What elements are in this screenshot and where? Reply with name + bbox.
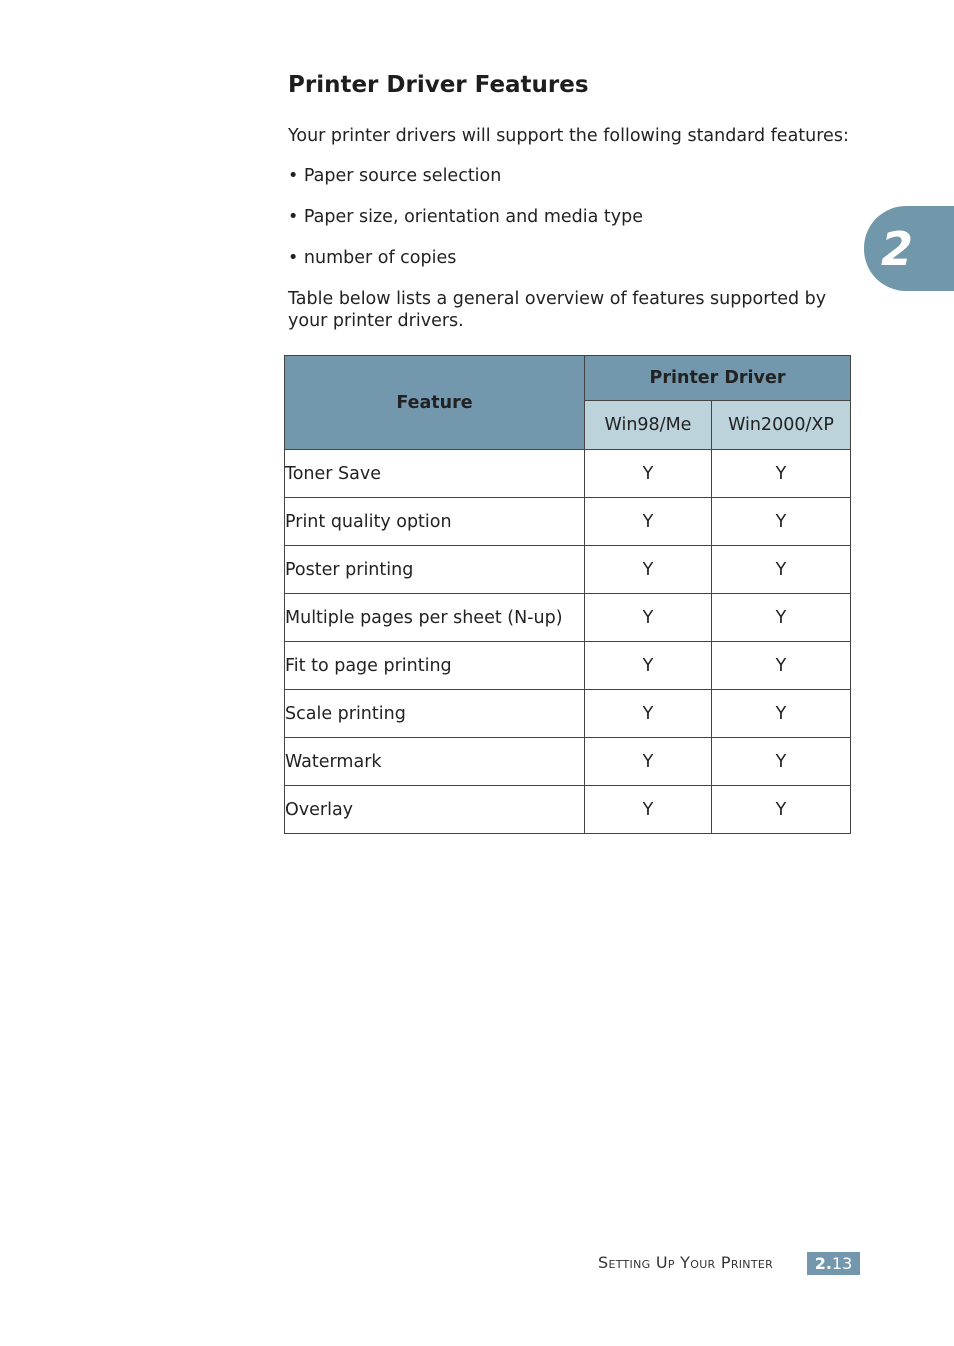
intro-text: Your printer drivers will support the following standard features:: [288, 126, 849, 146]
page-title: Printer Driver Features: [288, 72, 589, 98]
chapter-tab: 2: [864, 206, 954, 291]
bullet-copies: • number of copies: [288, 248, 457, 268]
table-row: [285, 546, 851, 594]
win98-cell: Y: [585, 498, 712, 546]
feature-cell: Multiple pages per sheet (N-up): [285, 594, 585, 642]
win2000-cell: Y: [712, 594, 851, 642]
win2000-cell: Y: [712, 498, 851, 546]
win98-cell: Y: [585, 450, 712, 498]
feature-cell: Toner Save: [285, 450, 585, 498]
printer-driver-header: Printer Driver: [585, 356, 851, 401]
feature-column-header: Feature: [285, 356, 585, 450]
bullet-paper-source: • Paper source selection: [288, 166, 502, 186]
footer-page: 13: [831, 1254, 853, 1273]
win98-cell: Y: [585, 738, 712, 786]
table-row: [285, 786, 851, 834]
win2000-cell: Y: [712, 546, 851, 594]
win98-cell: Y: [585, 546, 712, 594]
table-row: [285, 642, 851, 690]
table-row: [285, 738, 851, 786]
bullet-paper-size: • Paper size, orientation and media type: [288, 207, 644, 227]
win98-cell: Y: [585, 594, 712, 642]
win2000-cell: Y: [712, 786, 851, 834]
feature-cell: Fit to page printing: [285, 642, 585, 690]
win98-cell: Y: [585, 642, 712, 690]
footer-section-title: Setting Up Your Printer: [598, 1253, 774, 1272]
win98-cell: Y: [585, 786, 712, 834]
footer-page-number: [807, 1252, 860, 1275]
features-table: [284, 355, 851, 834]
table-row: [285, 498, 851, 546]
win2000-cell: Y: [712, 690, 851, 738]
feature-cell: Scale printing: [285, 690, 585, 738]
footer-chapter: 2.: [814, 1254, 832, 1273]
feature-cell: Poster printing: [285, 546, 585, 594]
win98-column-header: Win98/Me: [585, 401, 712, 450]
win2000-cell: Y: [712, 738, 851, 786]
table-intro-text: Table below lists a general overview of features supported by your printer drivers.: [288, 289, 827, 331]
win2000-cell: Y: [712, 642, 851, 690]
table-row: [285, 450, 851, 498]
win2000-cell: Y: [712, 450, 851, 498]
win2000-column-header: Win2000/XP: [712, 401, 851, 450]
table-row: [285, 690, 851, 738]
table-row: [285, 594, 851, 642]
feature-cell: Overlay: [285, 786, 585, 834]
feature-cell: Print quality option: [285, 498, 585, 546]
feature-cell: Watermark: [285, 738, 585, 786]
win98-cell: Y: [585, 690, 712, 738]
